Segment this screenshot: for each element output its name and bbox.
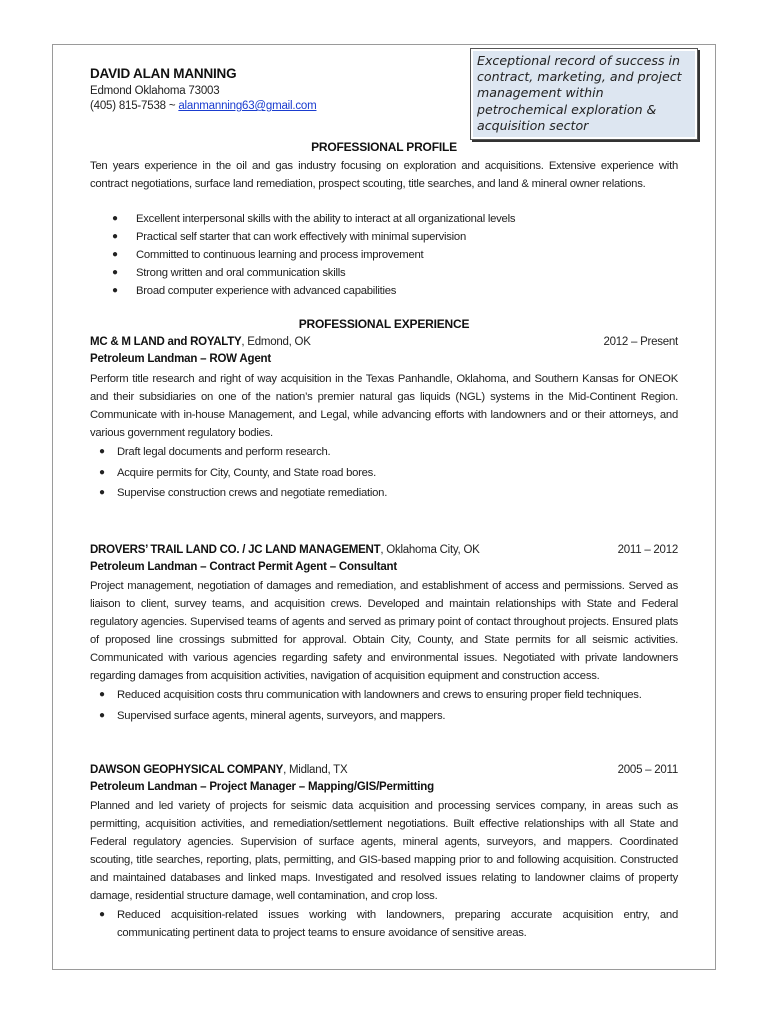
company-name: DAWSON GEOPHYSICAL COMPANY <box>90 764 284 776</box>
bullet-icon: ● <box>99 909 105 920</box>
list-item: ● Reduced acquisition-related issues working with landowners, preparing accurate acquisition entry, and communicating pertinent data to project teams to ensure avoidance of sensitive areas. <box>90 906 678 942</box>
tagline-text: Exceptional record of success in contract, marketing, and project management within petrochemical exploration & acquisition sector <box>473 51 695 137</box>
list-item: ● Draft legal documents and perform research. <box>90 442 678 463</box>
email-link[interactable]: alanmanning63@gmail.com <box>178 100 317 112</box>
list-item: ● Excellent interpersonal skills with the ability to interact at all organizational levels <box>90 210 678 228</box>
bullet-icon: ● <box>112 231 118 242</box>
bullet-icon: ● <box>112 285 118 296</box>
company-location: , Midland, TX <box>283 764 348 776</box>
list-item: ● Committed to continuous learning and process improvement <box>90 246 678 264</box>
list-item: ● Supervise construction crews and negotiate remediation. <box>90 483 678 504</box>
company-location: , Oklahoma City, OK <box>380 544 480 556</box>
tagline-box <box>470 48 698 140</box>
job-dates: 2005 – 2011 <box>617 764 678 776</box>
company-name: MC & M LAND and ROYALTY <box>90 336 242 348</box>
bullet-icon: ● <box>112 213 118 224</box>
list-item: ● Strong written and oral communication skills <box>90 264 678 282</box>
address: Edmond Oklahoma 73003 <box>90 85 220 97</box>
list-item: ● Broad computer experience with advanced capabilities <box>90 282 678 300</box>
bullet-icon: ● <box>99 466 105 478</box>
job-header-1 <box>90 336 678 348</box>
contact-header <box>90 66 430 115</box>
profile-heading: PROFESSIONAL PROFILE <box>311 140 457 154</box>
phone: (405) 815-7538 ~ <box>90 100 179 112</box>
job-description-3: Planned and led variety of projects for seismic data acquisition and processing services company, in areas such as permitting, acquisition activities, and remediation/settlement negotiations. Built effective relationships with all State and Federal regulatory agencies. Supervision of surface agents, mineral agents, surveyors, and mappers. Coordinated scouting, title searches, reporting, plats, permitting, and GIS-based mapping prior to and following acquisition. Constructed and maintained databases and linked maps. Investigated and resolved issues relating to landowner claims of property damage, residential structure damage, well contamination, and crop loss. <box>90 800 678 902</box>
bullet-icon: ● <box>99 689 105 700</box>
company-location: , Edmond, OK <box>241 336 311 348</box>
bullet-icon: ● <box>112 249 118 260</box>
job-title-3: Petroleum Landman – Project Manager – Mapping/GIS/Permitting <box>90 781 434 793</box>
job-title-1: Petroleum Landman – ROW Agent <box>90 353 271 365</box>
job-dates: 2012 – Present <box>603 336 678 348</box>
bullet-icon: ● <box>99 709 105 721</box>
profile-summary: Ten years experience in the oil and gas industry focusing on exploration and acquisitions. Extensive experience with contract negotiations, surface land remediation, prospect scouting, title searches, and land & mineral owner relations. <box>90 160 678 190</box>
list-item: ● Reduced acquisition costs thru communication with landowners and crews to ensuring proper field techniques. <box>90 685 678 706</box>
list-item: ● Acquire permits for City, County, and State road bores. <box>90 463 678 484</box>
job-bullet-list-1 <box>90 442 678 504</box>
list-item: ● Supervised surface agents, mineral agents, surveyors, and mappers. <box>90 706 678 727</box>
bullet-icon: ● <box>112 267 118 278</box>
job-title-2: Petroleum Landman – Contract Permit Agent – Consultant <box>90 561 397 573</box>
company-name: DROVERS’ TRAIL LAND CO. / JC LAND MANAGEMENT <box>90 544 381 556</box>
list-item: ● Practical self starter that can work effectively with minimal supervision <box>90 228 678 246</box>
bullet-icon: ● <box>99 487 105 498</box>
job-bullet-list-3 <box>90 906 678 942</box>
job-header-3 <box>90 764 678 776</box>
job-bullet-list-2 <box>90 685 678 726</box>
bullet-icon: ● <box>99 446 105 457</box>
job-header-2 <box>90 544 678 556</box>
phone-email-line <box>90 100 430 112</box>
job-dates: 2011 – 2012 <box>617 544 678 556</box>
profile-bullet-list <box>90 210 678 300</box>
job-description-1: Perform title research and right of way acquisition in the Texas Panhandle, Oklahoma, and Southern Kansas for ONEOK and their subsidiaries on one of the nation’s premier natural gas liquids (NGL) systems in the Mid-Continent Region. Communicate with in-house Management, and Legal, while advancing efforts with landowners and or their attorneys, and various government regulatory bodies. <box>90 373 678 439</box>
experience-heading: PROFESSIONAL EXPERIENCE <box>298 317 470 331</box>
applicant-name: DAVID ALAN MANNING <box>90 66 237 81</box>
job-description-2: Project management, negotiation of damages and remediation, and establishment of access and permissions. Served as liaison to client, survey teams, and acquisition crews. Developed and maintain relationships with State and Federal regulatory agencies. Supervised teams of agents and served as primary point of contact throughout projects. Ensured plats of proposed line crossings submitted for approval. Obtain City, County, and State permits for all seismic activities. Communicated with various agencies regarding safety and environmental issues. Negotiated with private landowners regarding damages from acquisition activities, navigation of acquisition equipment and construction access. <box>90 580 678 682</box>
